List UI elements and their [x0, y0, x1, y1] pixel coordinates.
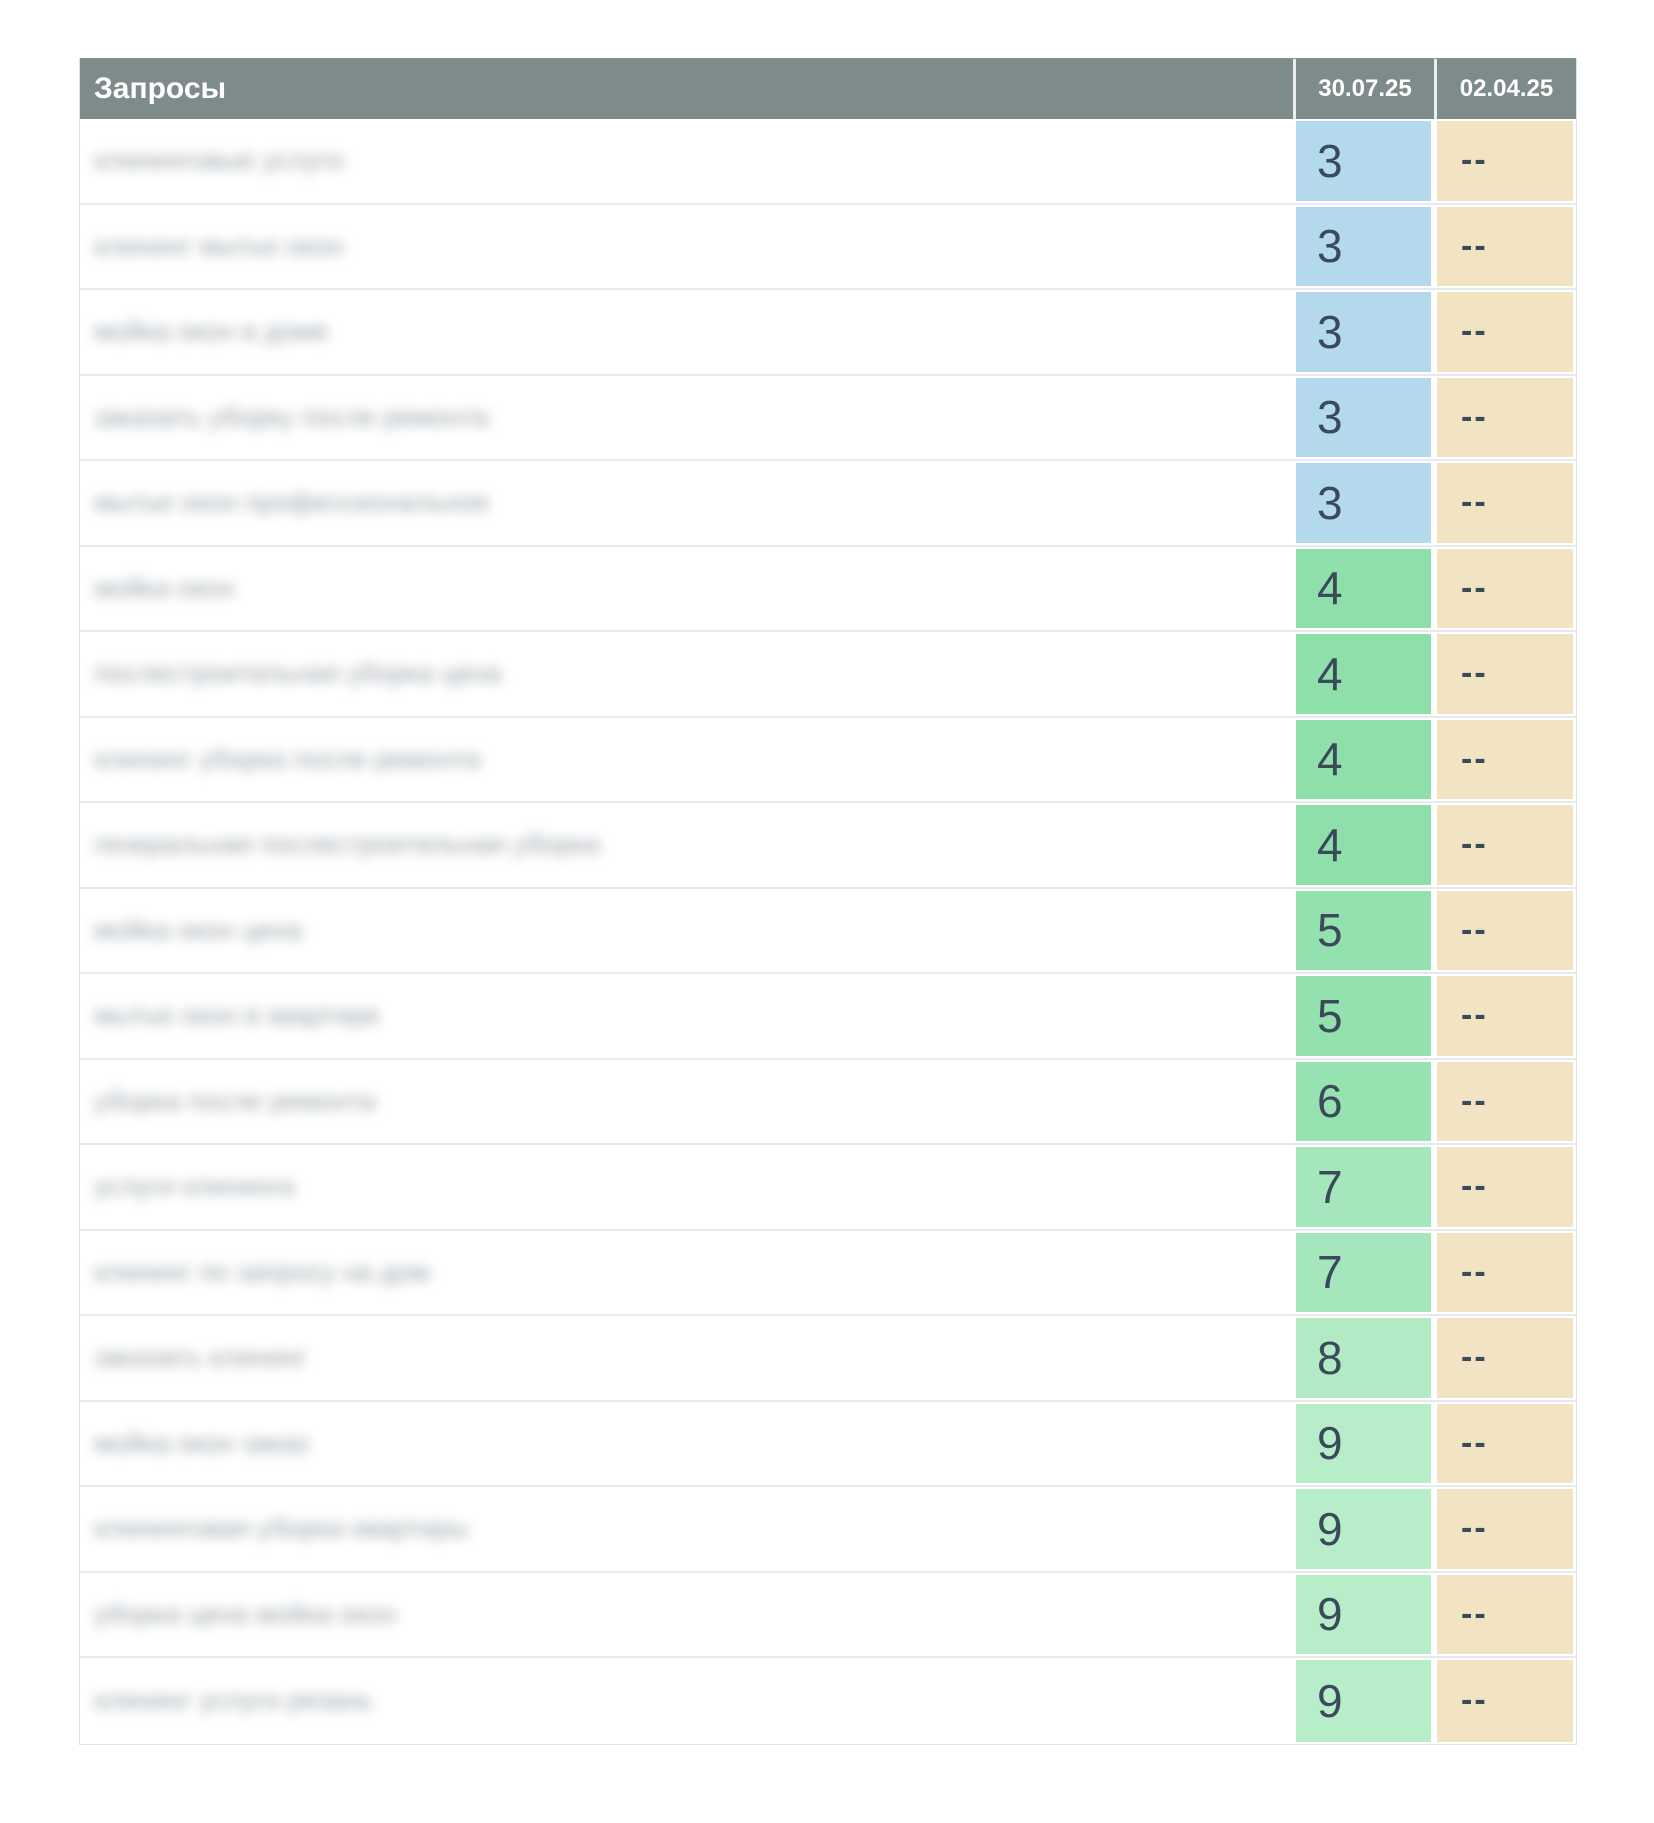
- query-text-blurred: заказать клининг: [94, 1342, 307, 1373]
- position-cell: [1293, 205, 1434, 289]
- position-value: 9: [1296, 1404, 1431, 1484]
- position-value: 3: [1296, 463, 1431, 543]
- query-text-blurred: мойка окон в доме: [94, 316, 329, 347]
- previous-value: --: [1437, 378, 1573, 458]
- query-text-blurred: мойка окон: [94, 572, 235, 603]
- previous-cell: [1434, 718, 1576, 802]
- query-cell: [80, 1658, 1293, 1744]
- position-value: 9: [1296, 1660, 1431, 1742]
- column-header-date-2[interactable]: [1434, 59, 1576, 119]
- table-row[interactable]: [80, 1231, 1576, 1317]
- query-text-blurred: клининг мытье окон: [94, 230, 344, 261]
- queries-header-label: Запросы: [94, 72, 227, 105]
- previous-cell: [1434, 632, 1576, 716]
- table-row[interactable]: [80, 1573, 1576, 1659]
- previous-cell: [1434, 1060, 1576, 1144]
- query-text-blurred: уборка после ремонта: [94, 1085, 376, 1116]
- previous-value: --: [1437, 121, 1573, 201]
- query-text-blurred: клининговая уборка квартиры: [94, 1513, 469, 1544]
- column-header-date-1[interactable]: [1293, 59, 1434, 119]
- previous-value: --: [1437, 634, 1573, 714]
- position-value: 5: [1296, 891, 1431, 971]
- table-row[interactable]: [80, 376, 1576, 462]
- previous-value: --: [1437, 1318, 1573, 1398]
- position-cell: [1293, 632, 1434, 716]
- query-text-blurred: послестроительная уборка цена: [94, 658, 502, 689]
- table-row[interactable]: [80, 803, 1576, 889]
- position-value: 7: [1296, 1147, 1431, 1227]
- query-cell: [80, 547, 1293, 631]
- date-1-header-label: 30.07.25: [1318, 75, 1412, 102]
- query-cell: [80, 119, 1293, 203]
- column-header-queries[interactable]: [80, 59, 1293, 119]
- table-row[interactable]: [80, 1402, 1576, 1488]
- table-row[interactable]: [80, 547, 1576, 633]
- position-cell: [1293, 1658, 1434, 1744]
- query-cell: [80, 1487, 1293, 1571]
- position-cell: [1293, 1231, 1434, 1315]
- table-row[interactable]: [80, 290, 1576, 376]
- previous-cell: [1434, 547, 1576, 631]
- query-text-blurred: заказать уборку после ремонта: [94, 401, 489, 432]
- previous-value: --: [1437, 976, 1573, 1056]
- previous-value: --: [1437, 1147, 1573, 1227]
- query-text-blurred: клининг по запросу на дом: [94, 1256, 430, 1287]
- query-cell: [80, 1060, 1293, 1144]
- position-cell: [1293, 376, 1434, 460]
- query-cell: [80, 1145, 1293, 1229]
- position-cell: [1293, 461, 1434, 545]
- query-text-blurred: мойка окон заказ: [94, 1427, 310, 1458]
- previous-value: --: [1437, 1233, 1573, 1313]
- previous-cell: [1434, 290, 1576, 374]
- previous-cell: [1434, 1145, 1576, 1229]
- previous-value: --: [1437, 1489, 1573, 1569]
- query-cell: [80, 718, 1293, 802]
- previous-cell: [1434, 974, 1576, 1058]
- previous-value: --: [1437, 1404, 1573, 1484]
- query-cell: [80, 1573, 1293, 1657]
- previous-cell: [1434, 1658, 1576, 1744]
- previous-value: --: [1437, 1062, 1573, 1142]
- query-cell: [80, 1402, 1293, 1486]
- query-text-blurred: клининг уборка после ремонта: [94, 743, 481, 774]
- previous-value: --: [1437, 805, 1573, 885]
- position-value: 4: [1296, 634, 1431, 714]
- position-value: 5: [1296, 976, 1431, 1056]
- query-cell: [80, 803, 1293, 887]
- position-value: 4: [1296, 549, 1431, 629]
- query-cell: [80, 290, 1293, 374]
- position-cell: [1293, 889, 1434, 973]
- table-header-row: [80, 58, 1576, 119]
- position-cell: [1293, 974, 1434, 1058]
- query-cell: [80, 205, 1293, 289]
- query-cell: [80, 376, 1293, 460]
- previous-value: --: [1437, 1660, 1573, 1742]
- query-cell: [80, 632, 1293, 716]
- query-cell: [80, 1231, 1293, 1315]
- position-value: 3: [1296, 378, 1431, 458]
- position-value: 4: [1296, 805, 1431, 885]
- query-text-blurred: услуги клининга: [94, 1171, 295, 1202]
- query-text-blurred: мытье окон профессиональное: [94, 487, 490, 518]
- query-text-blurred: мойка окон цена: [94, 914, 303, 945]
- previous-cell: [1434, 889, 1576, 973]
- query-positions-table: [79, 58, 1577, 1745]
- table-row[interactable]: [80, 1145, 1576, 1231]
- position-value: 7: [1296, 1233, 1431, 1313]
- position-cell: [1293, 718, 1434, 802]
- position-cell: [1293, 1573, 1434, 1657]
- previous-value: --: [1437, 463, 1573, 543]
- query-cell: [80, 889, 1293, 973]
- previous-cell: [1434, 205, 1576, 289]
- previous-cell: [1434, 1402, 1576, 1486]
- position-value: 8: [1296, 1318, 1431, 1398]
- query-text-blurred: клининг услуги рязань: [94, 1685, 374, 1716]
- table-row[interactable]: [80, 1487, 1576, 1573]
- query-text-blurred: клининговые услуги: [94, 145, 344, 176]
- previous-cell: [1434, 1231, 1576, 1315]
- previous-value: --: [1437, 207, 1573, 287]
- query-text-blurred: уборка цена мойка окон: [94, 1598, 397, 1629]
- position-cell: [1293, 119, 1434, 203]
- position-value: 9: [1296, 1489, 1431, 1569]
- table-row[interactable]: [80, 974, 1576, 1060]
- position-value: 3: [1296, 207, 1431, 287]
- position-value: 3: [1296, 292, 1431, 372]
- table-row[interactable]: [80, 632, 1576, 718]
- previous-cell: [1434, 1573, 1576, 1657]
- query-cell: [80, 1316, 1293, 1400]
- date-2-header-label: 02.04.25: [1459, 75, 1554, 102]
- table-row[interactable]: [80, 1658, 1576, 1744]
- previous-cell: [1434, 1487, 1576, 1571]
- query-cell: [80, 461, 1293, 545]
- position-value: 9: [1296, 1575, 1431, 1655]
- previous-cell: [1434, 119, 1576, 203]
- previous-value: --: [1437, 292, 1573, 372]
- position-cell: [1293, 1487, 1434, 1571]
- position-value: 6: [1296, 1062, 1431, 1142]
- previous-cell: [1434, 1316, 1576, 1400]
- table-row[interactable]: [80, 1316, 1576, 1402]
- position-cell: [1293, 547, 1434, 631]
- position-cell: [1293, 1060, 1434, 1144]
- previous-value: --: [1437, 891, 1573, 971]
- table-row[interactable]: [80, 119, 1576, 205]
- position-value: 4: [1296, 720, 1431, 800]
- previous-cell: [1434, 376, 1576, 460]
- table-row[interactable]: [80, 889, 1576, 975]
- position-value: 3: [1296, 121, 1431, 201]
- query-cell: [80, 974, 1293, 1058]
- previous-value: --: [1437, 720, 1573, 800]
- table-row[interactable]: [80, 205, 1576, 291]
- position-cell: [1293, 290, 1434, 374]
- table-row[interactable]: [80, 718, 1576, 804]
- query-text-blurred: мытье окон в квартире: [94, 1000, 381, 1031]
- position-cell: [1293, 1145, 1434, 1229]
- previous-value: --: [1437, 549, 1573, 629]
- previous-cell: [1434, 803, 1576, 887]
- table-body: [80, 119, 1576, 1744]
- position-cell: [1293, 803, 1434, 887]
- position-cell: [1293, 1402, 1434, 1486]
- previous-value: --: [1437, 1575, 1573, 1655]
- table-row[interactable]: [80, 1060, 1576, 1146]
- table-row[interactable]: [80, 461, 1576, 547]
- query-text-blurred: генеральная послестроительная уборка: [94, 829, 600, 860]
- previous-cell: [1434, 461, 1576, 545]
- position-cell: [1293, 1316, 1434, 1400]
